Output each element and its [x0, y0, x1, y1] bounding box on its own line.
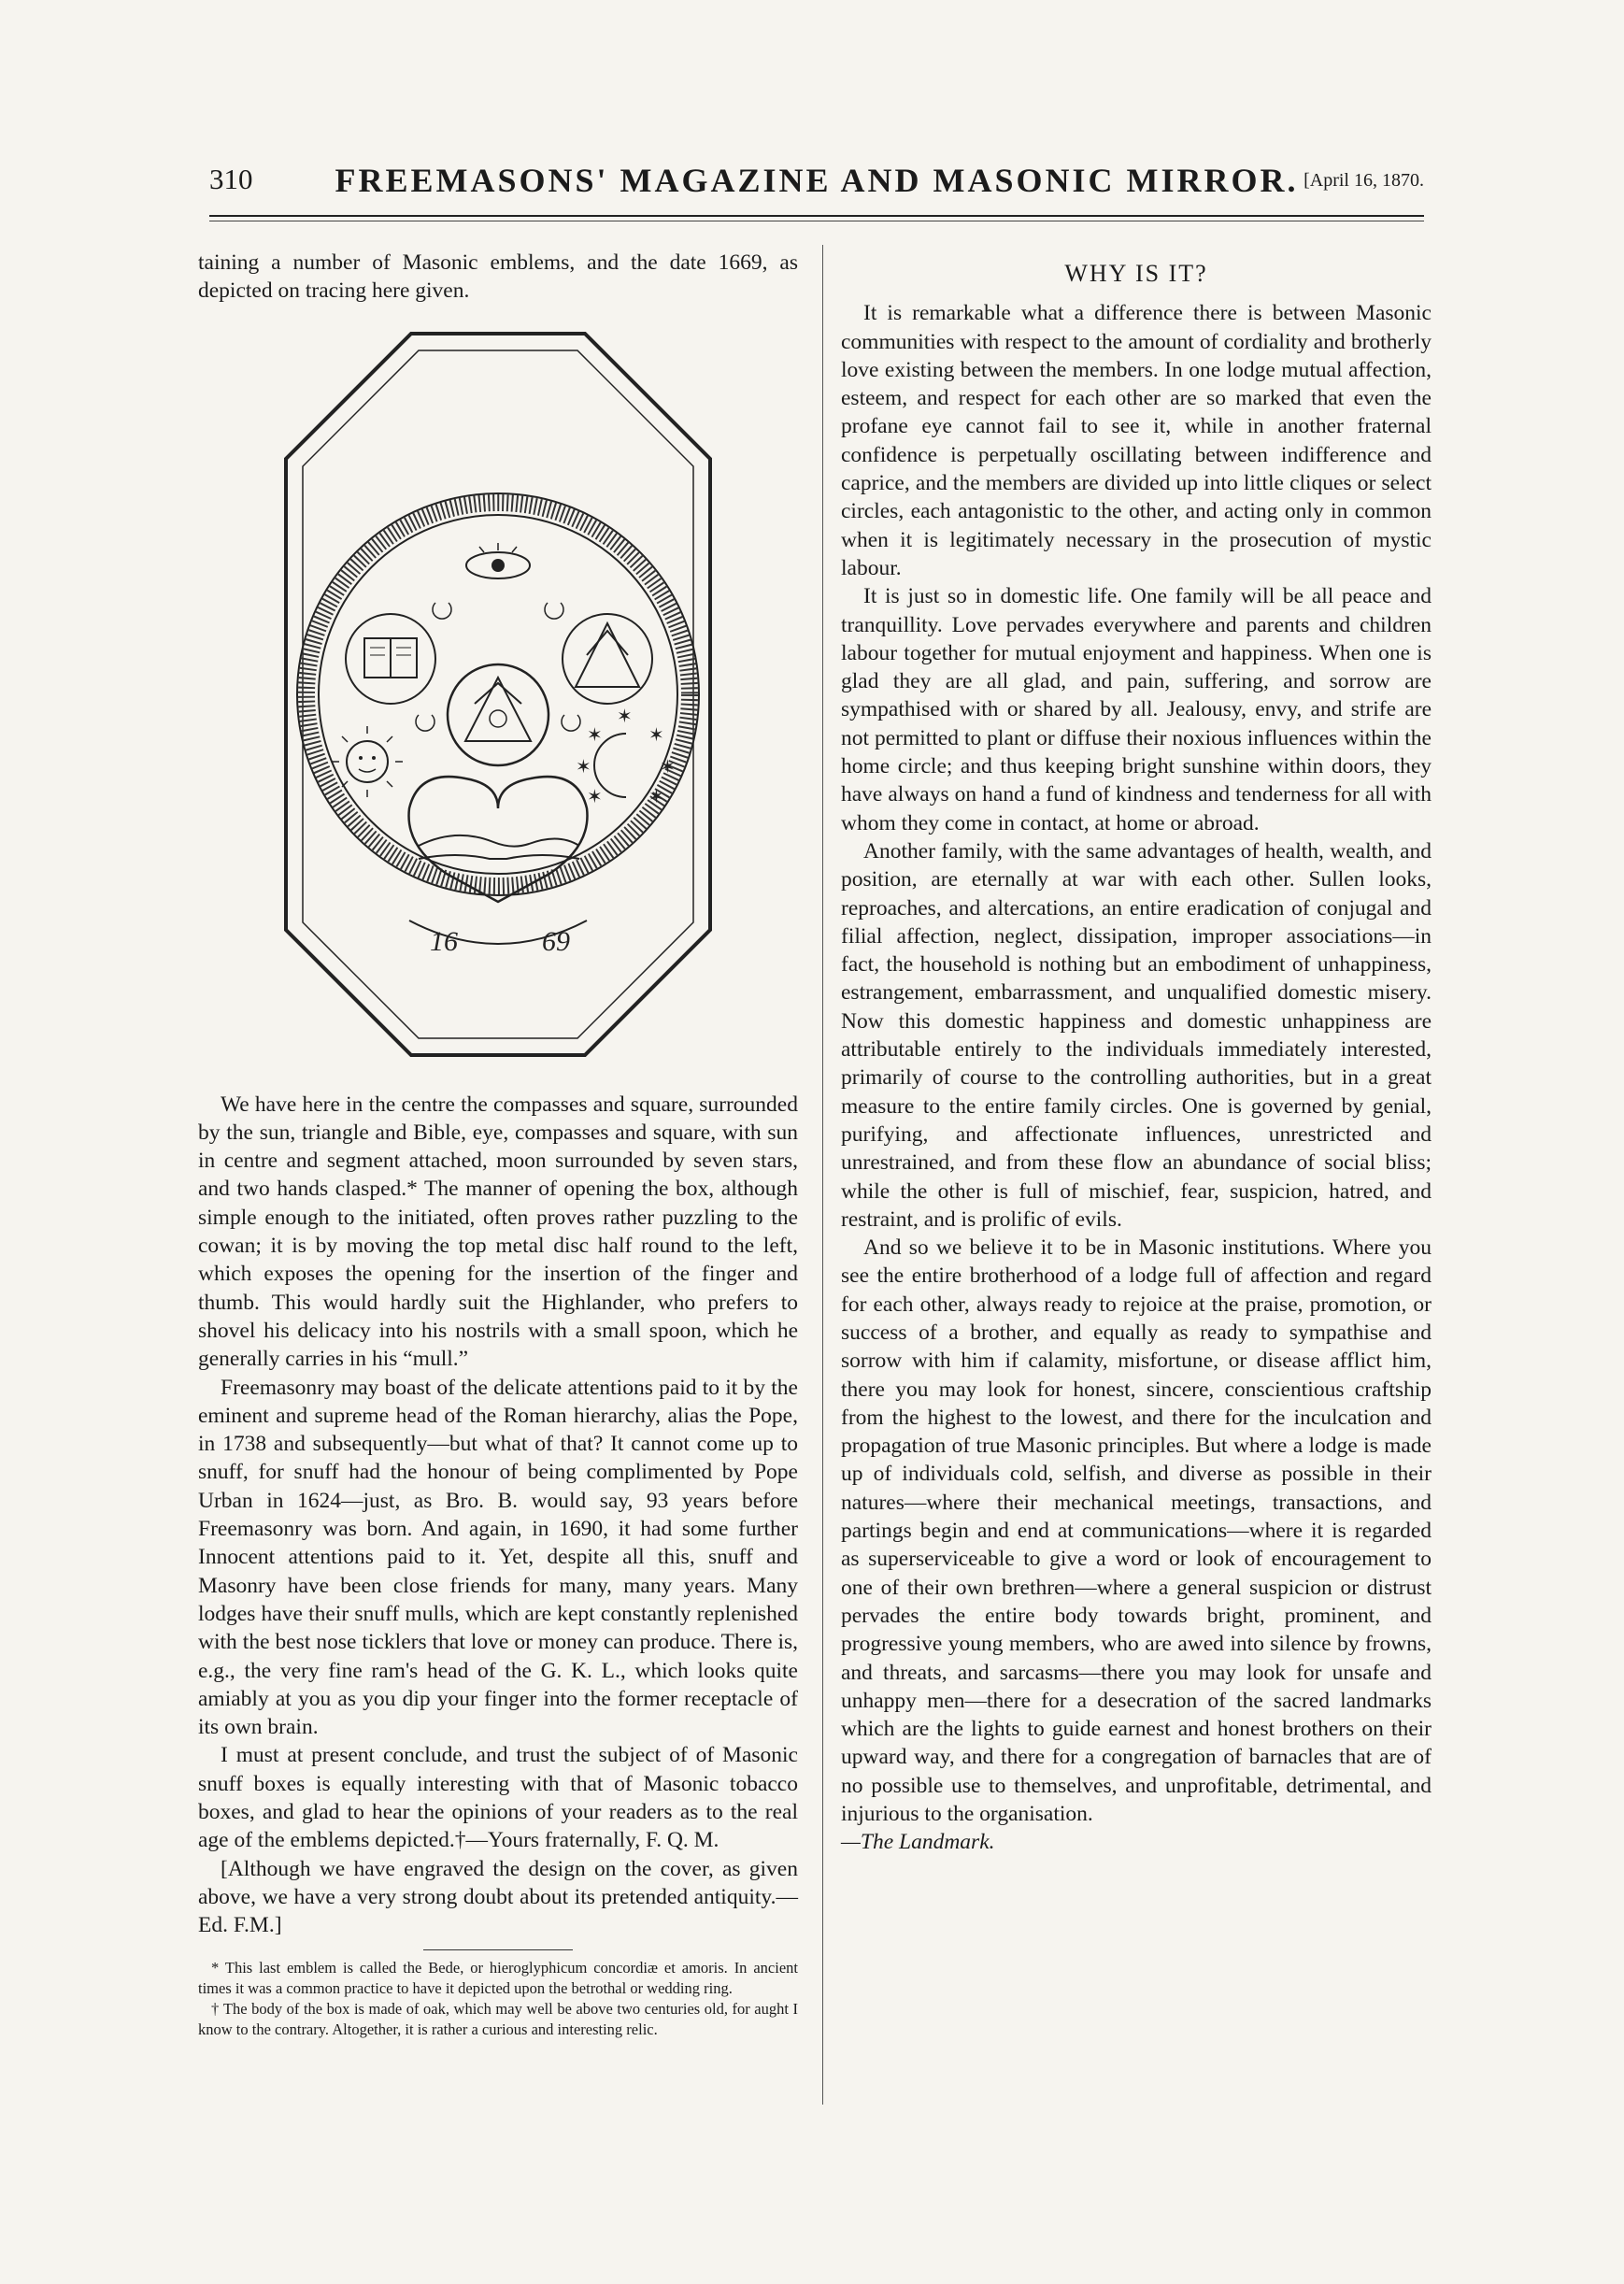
svg-text:✶: ✶	[587, 786, 603, 807]
snuff-box-emblem	[278, 322, 718, 1070]
footnote-rule	[423, 1949, 573, 1950]
emblem-year-right: 69	[542, 925, 570, 957]
crescent-ornaments	[416, 603, 580, 731]
emblem-engraving	[278, 322, 718, 1070]
body-paragraph: I must at present conclude, and trust the subject of of Masonic snuff boxes is equally interesting with that of Masonic tobacco boxes, and glad to hear the opinions of your readers as to the real age of the emblems depicted.†—Yours fraternally, F. Q. M.	[198, 1743, 798, 1853]
footnote: * This last emblem is called the Bede, or hieroglyphicum concordiæ et amoris. In ancient times it was a common practice to have it depicted upon the betrothal or wedding ring.	[198, 1958, 798, 1997]
moon-stars-icon	[576, 707, 676, 807]
svg-text:✶: ✶	[617, 706, 633, 727]
body-paragraph: It is remarkable what a difference there is between Masonic communities with respect to the amount of cordiality and brotherly love existing between the members. In one lodge mutual affection, esteem, and respect for each other are so marked that even the profane eye cannot fail to see it, while in another fraternal confidence is perpetually oscillating between indifference and caprice, and the members are divided up into little cliques or select circles, each antagonistic to the other, and acting only in common when it is legitimately necessary in the prosecution of mystic labour.	[841, 301, 1432, 580]
article-heading: WHY IS IT?	[1064, 260, 1208, 287]
sun-icon	[332, 726, 403, 797]
article-source: —The Landmark.	[841, 1830, 995, 1855]
issue-date: [April 16, 1870.	[1303, 170, 1424, 191]
svg-text:✶: ✶	[648, 786, 664, 807]
masthead	[209, 159, 1424, 206]
body-paragraph: Another family, with the same advantages of health, wealth, and position, are eternally at war with each other. Sullen looks, reproaches, and altercations, an entire eradication of conjugal and filial affection, neglect, dissipation, improper associations—in fact, the household is nothing but an embodiment of unhappiness, estrangement, embarrassment, and unqualified domestic misery. Now this domestic happiness and domestic unhappiness are attributable entirely to the individuals immediately interested, primarily of course to the controlling authorities, but in a great measure to the entire family circles. One is governed by genial, purifying, and affectionate influences, unrestricted and unrestrained, and from these flow an abundance of social bliss; while the other is full of mischief, fear, suspicion, hatred, and restraint, and is prolific of evils.	[841, 838, 1432, 1232]
page-number: 310	[209, 163, 253, 195]
svg-text:✶: ✶	[587, 724, 603, 746]
footnotes	[198, 1958, 798, 2040]
right-column	[841, 249, 1432, 1857]
eye-icon	[466, 543, 530, 578]
svg-text:✶: ✶	[648, 724, 664, 746]
bible-icon	[346, 614, 435, 704]
column-divider	[822, 245, 823, 2105]
emblem-year-left: 16	[430, 925, 458, 957]
svg-text:✶: ✶	[660, 756, 676, 778]
body-paragraph: Freemasonry may boast of the delicate attentions paid to it by the eminent and supreme head of the Roman hierarchy, alias the Pope, in 1738 and subsequently—but what of that? It cannot come up to snuff, for snuff had the honour of being complimented by Pope Urban in 1624—just, as Bro. B. would say, 93 years before Freemasonry was born. And again, in 1690, it had some further Innocent attentions paid to it. Yet, despite all this, snuff and Masonry have been close friends for many, many years. Many lodges have their snuff mulls, which are kept constantly replenished with the best nose ticklers that love or money can produce. There is, e.g., the very fine ram's head of the G. K. L., which looks quite amiably at you as you dip your finger into the former receptacle of its own brain.	[198, 1375, 798, 1740]
header-rule	[209, 215, 1424, 217]
compasses-square-icon	[563, 614, 652, 704]
body-paragraph: We have here in the centre the compasses and square, surrounded by the sun, triangle and Bible, eye, compasses and square, with sun in centre and segment attached, moon surrounded by seven stars, and two hands clasped.* The manner of opening the box, although simple enough to the initiated, often proves rather puzzling to the cowan; it is by moving the top metal disc half round to the left, which exposes the opening for the insertion of the finger and thumb. This would hardly suit the Highlander, who prefers to shovel his delicacy into his nostrils with a small spoon, which he generally carries in his “mull.”	[198, 1092, 798, 1372]
left-column	[198, 249, 798, 2040]
centre-compasses-icon	[448, 664, 548, 765]
body-paragraph: And so we believe it to be in Masonic institutions. Where you see the entire brotherhood of a lodge full of affection and regard for each other, always ready to rejoice at the praise, promotion, or success of a brother, and equally as ready to sympathise and sorrow with him if calamity, misfortune, or disease afflict him, there you may look for honest, sincere, conscientious craftship from the highest to the lowest, and there for the inculcation and propagation of true Masonic principles. But where a lodge is made up of individuals cold, selfish, and diverse as possible in their natures—where their mechanical meetings, transactions, and partings begin and end at communications—where it is regarded as superserviceable to give a word or look of encouragement to one of their own brethren—where a general suspicion or distrust pervades the entire body towards bright, prominent, and progressive young members, who are awed into silence by frowns, and threats, and sarcasms—there you may look for unsafe and unhappy men—there for a desecration of the sacred landmarks which are the lights to guide earnest and honest brothers on their upward way, and there for a congregation of barnacles that are of no possible use to themselves, and unprofitable, detrimental, and injurious to the organisation.	[841, 1235, 1432, 1827]
octagon-frame	[286, 334, 710, 1055]
svg-text:✶: ✶	[576, 756, 591, 778]
body-paragraph: It is just so in domestic life. One family will be all peace and tranquillity. Love pervades everywhere and parents and children labour together for mutual enjoyment and happiness. When one is glad they are all glad, and pain, suffering, and sorrow are sympathised with or shared by all. Jealousy, envy, and strife are not permitted to plant or diffuse their noxious influences within the home circle; and thus keeping bright sunshine within doors, they have always on hand a fund of kindness and tenderness for all with whom they come in contact, at home or abroad.	[841, 584, 1432, 835]
footnote: † The body of the box is made of oak, which may well be above two centuries old, for aught I know to the contrary. Altogether, it is rather a curious and interesting relic.	[198, 1999, 798, 2038]
editor-note: [Although we have engraved the design on the cover, as given above, we have a very strong doubt about its pretended antiquity.—Ed. F.M.]	[198, 1856, 798, 1938]
magazine-title: FREEMASONS' MAGAZINE AND MASONIC MIRROR.	[335, 162, 1299, 199]
intro-paragraph: taining a number of Masonic emblems, and the date 1669, as depicted on tracing here given.	[198, 250, 798, 304]
